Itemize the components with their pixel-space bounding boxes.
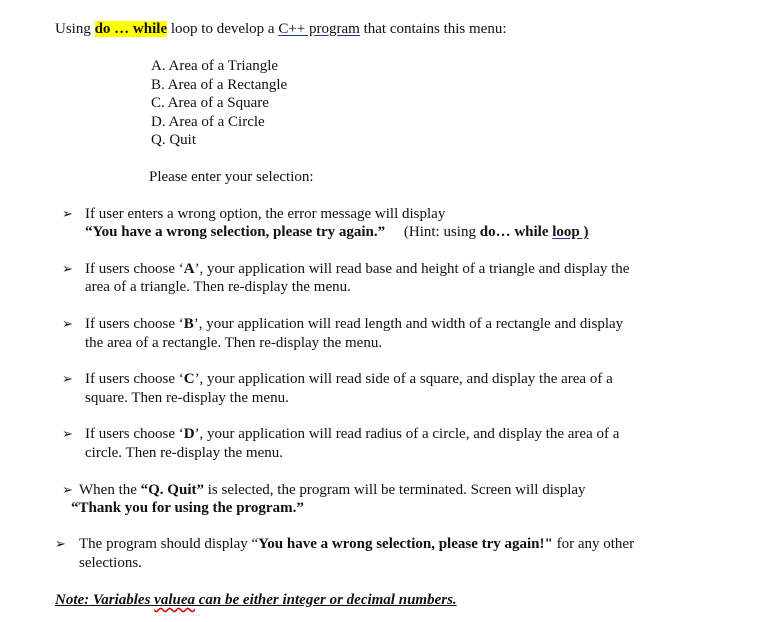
menu-item-b: B. Area of a Rectangle	[151, 77, 288, 93]
do-while-highlight: do … while	[94, 21, 168, 37]
bullet-quit-pre: When the	[79, 482, 141, 498]
intro-middle: loop to develop a	[167, 21, 279, 37]
bullet-c-post: ’, your application will read side of a square, and display the area of a	[194, 371, 613, 387]
hint-do-while: do… while	[479, 224, 549, 240]
bullet-a-key: A	[183, 261, 195, 277]
note-pre: Note: Variables	[55, 592, 155, 608]
bullet-c-key: C	[183, 371, 195, 387]
arrow-bullet-icon: ➢	[62, 427, 73, 442]
intro-line	[55, 20, 507, 39]
arrow-bullet-icon: ➢	[62, 483, 73, 498]
bullet-b-post: ’, your application will read length and width of a rectangle and display	[193, 316, 624, 332]
arrow-bullet-icon: ➢	[62, 372, 73, 387]
bullet-other-line2: selections.	[79, 555, 142, 571]
menu-item-d: D. Area of a Circle	[151, 114, 265, 130]
menu-item-a: A. Area of a Triangle	[151, 58, 279, 74]
bullet-d-post: ’, your application will read radius of a circle, and display the area of a	[194, 426, 620, 442]
hint-prefix: (Hint: using	[385, 224, 480, 240]
note-line	[55, 591, 457, 610]
hint-loop: loop )	[552, 224, 589, 240]
bullet-other-pre: The program should display “	[79, 536, 259, 552]
intro-after: that contains this menu:	[359, 21, 507, 37]
wrong-selection-message: “You have a wrong selection, please try again.”	[85, 224, 386, 240]
bullet-c-pre: If users choose ‘	[85, 371, 184, 387]
bullet-a-line1	[85, 260, 629, 279]
arrow-bullet-icon: ➢	[62, 207, 73, 222]
bullet-d-pre: If users choose ‘	[85, 426, 184, 442]
arrow-bullet-icon: ➢	[55, 537, 66, 552]
bullet-d-line2: circle. Then re-display the menu.	[85, 445, 283, 461]
bullet-a-line2: area of a triangle. Then re-display the menu.	[85, 279, 351, 295]
bullet-b-line1	[85, 315, 623, 334]
bullet-b-pre: If users choose ‘	[85, 316, 184, 332]
bullet-other-post: for any other	[552, 536, 635, 552]
arrow-bullet-icon: ➢	[62, 262, 73, 277]
bullet-quit-post: is selected, the program will be terminated. Screen will display	[203, 482, 586, 498]
thank-you-message: “Thank you for using the program.”	[71, 500, 304, 516]
menu-item-q: Q. Quit	[151, 132, 196, 148]
bullet-b-key: B	[183, 316, 194, 332]
bullet-d-line1	[85, 425, 619, 444]
menu-item-c: C. Area of a Square	[151, 95, 269, 111]
bullet-a-pre: If users choose ‘	[85, 261, 184, 277]
bullet-other-msg: You have a wrong selection, please try again!"	[258, 536, 553, 552]
bullet-c-line1	[85, 370, 613, 389]
bullet-wrong-line1: If user enters a wrong option, the error message will display	[85, 206, 446, 222]
bullet-c-line2: square. Then re-display the menu.	[85, 390, 289, 406]
bullet-quit-line1	[79, 481, 586, 500]
bullet-d-key: D	[183, 426, 195, 442]
note-post: can be either integer or decimal numbers.	[195, 592, 457, 608]
bullet-b-line2: the area of a rectangle. Then re-display the menu.	[85, 335, 383, 351]
selection-prompt: Please enter your selection:	[149, 169, 314, 185]
bullet-quit-key: “Q. Quit”	[140, 482, 204, 498]
bullet-a-post: ’, your application will read base and height of a triangle and display the	[194, 261, 630, 277]
note-misspelled-word: valuea	[154, 592, 195, 608]
cpp-program-text: C++ program	[278, 21, 360, 37]
intro-before: Using	[55, 21, 95, 37]
bullet-wrong-line2	[85, 223, 589, 242]
bullet-other-line1	[79, 535, 634, 554]
arrow-bullet-icon: ➢	[62, 317, 73, 332]
